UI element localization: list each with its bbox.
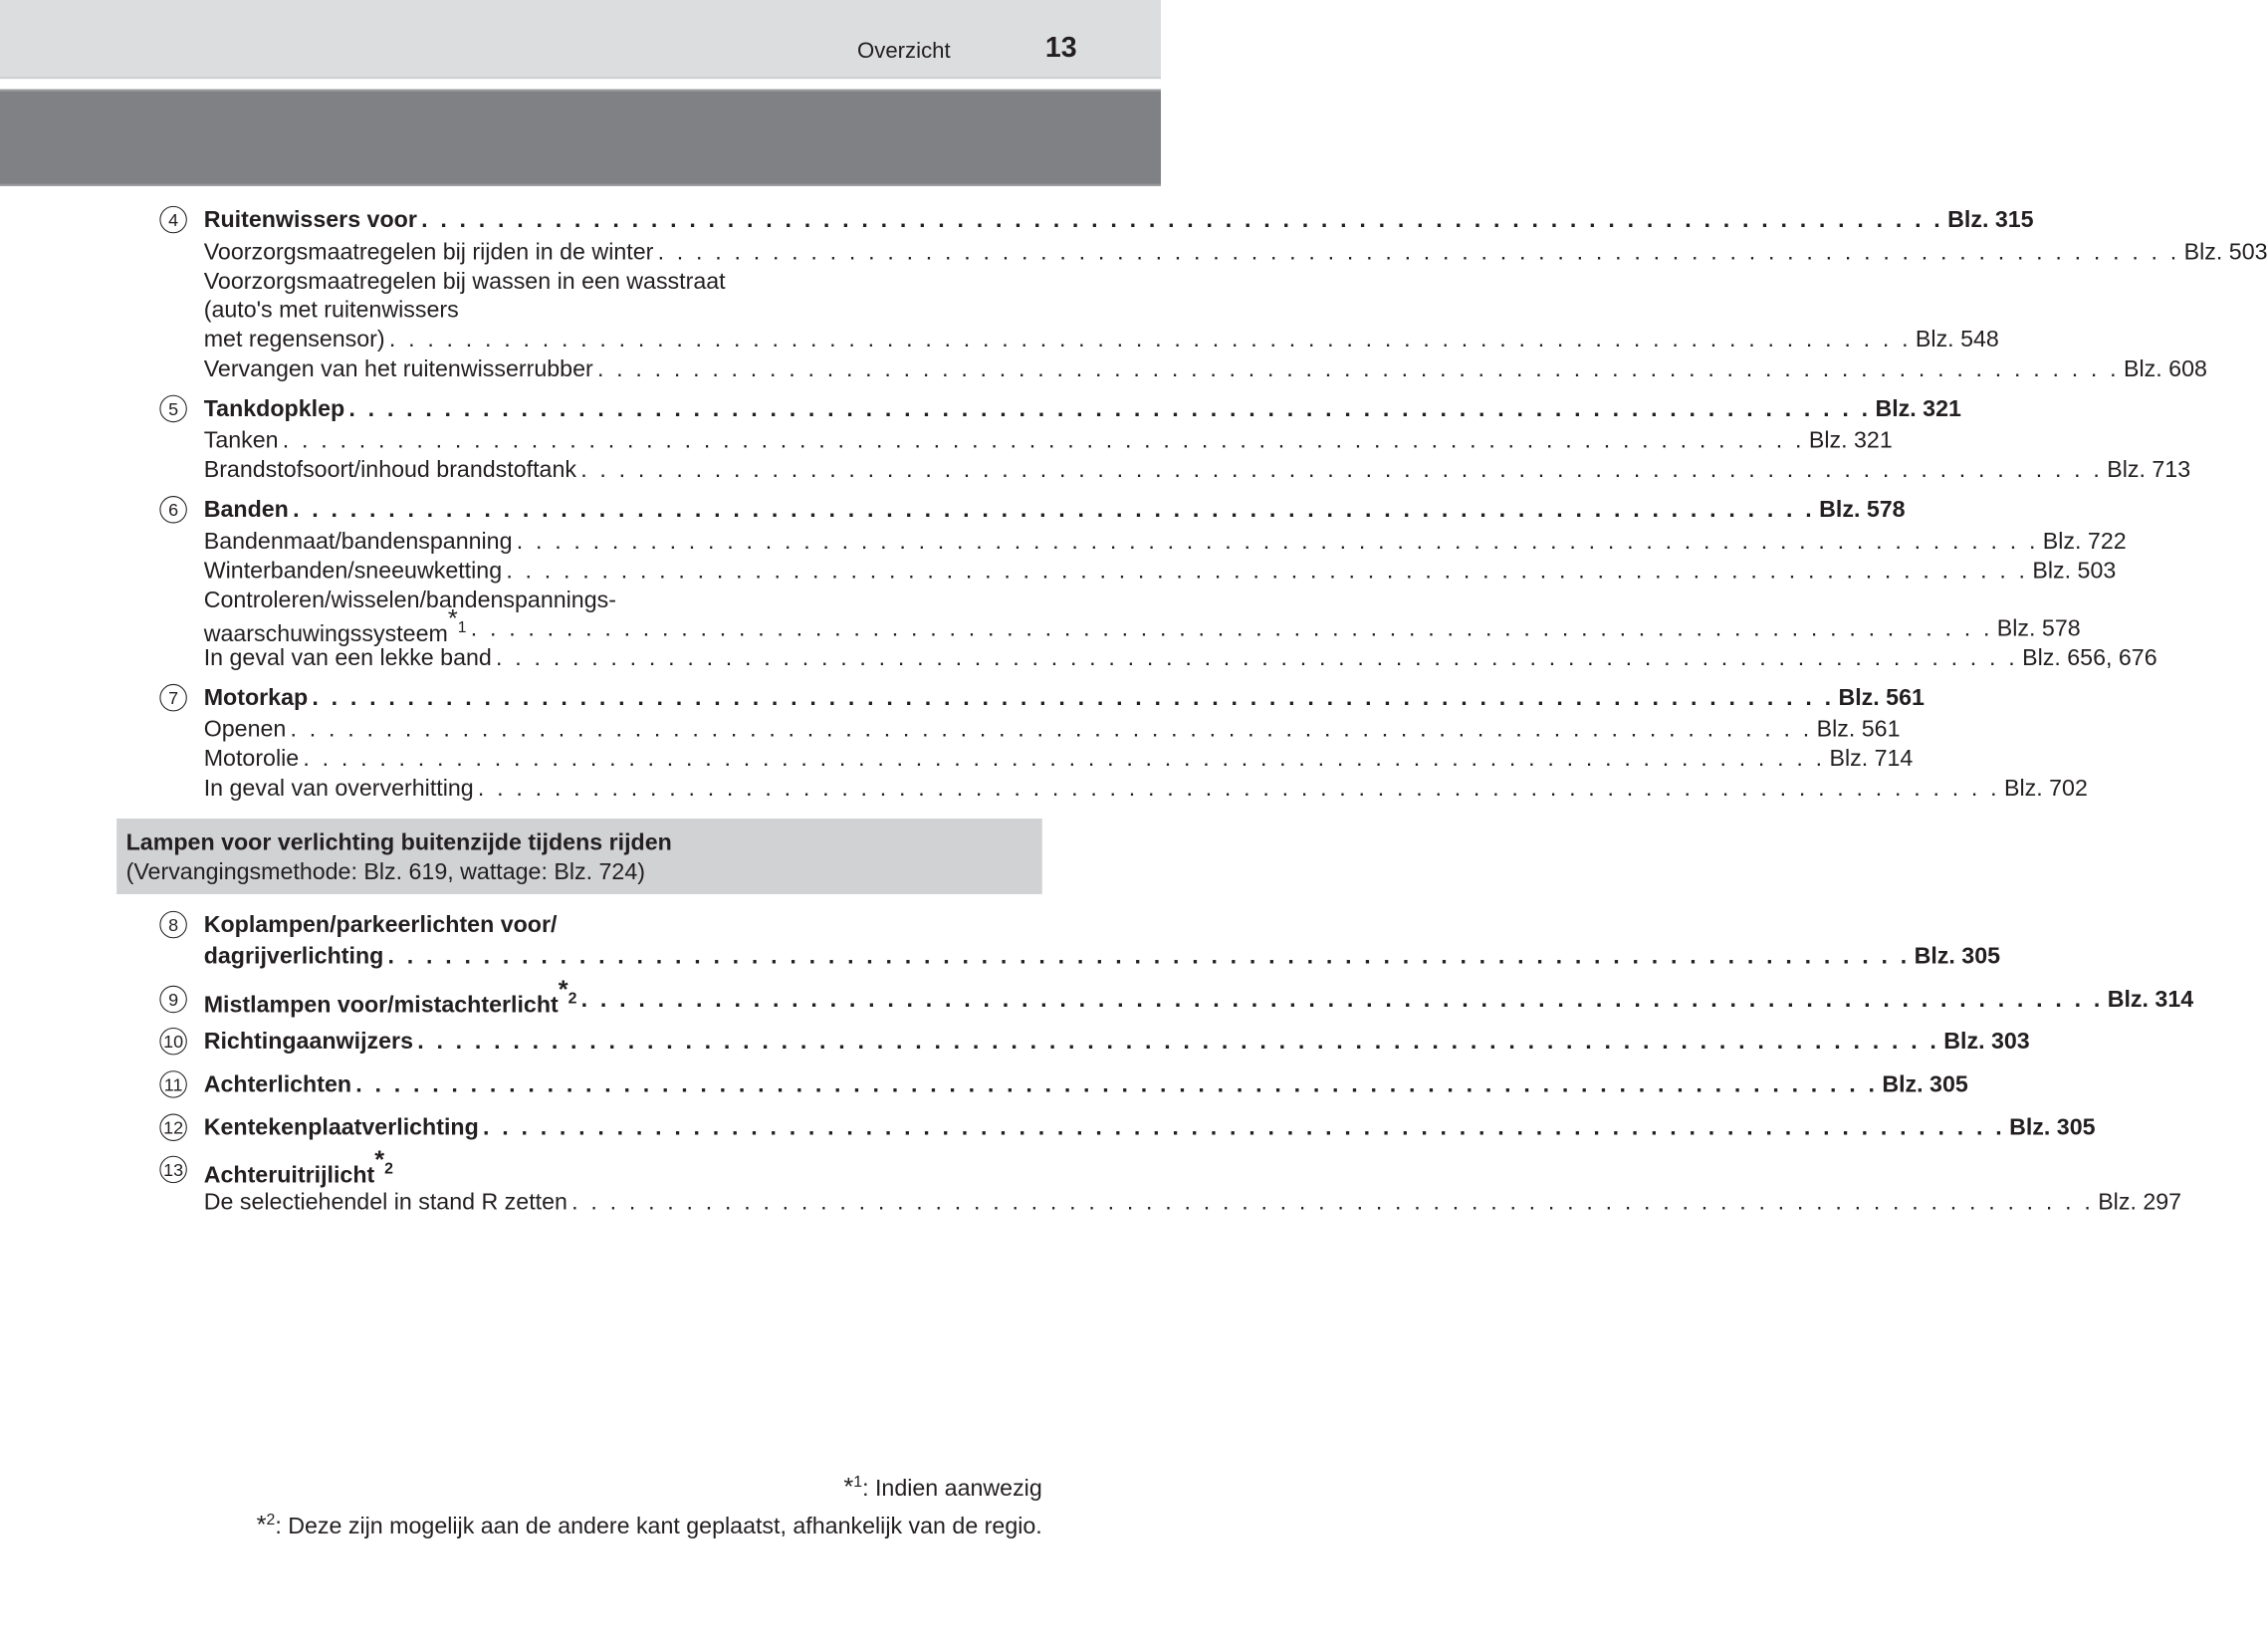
entry-text	[204, 1112, 479, 1142]
page-reference: Blz. 578	[1996, 614, 2081, 641]
page-reference: Blz. 303	[1943, 1027, 2030, 1055]
entry-label: Ruitenwissers voor	[203, 205, 417, 233]
entry-text	[204, 556, 502, 586]
page-reference: Blz. 656, 676	[2022, 643, 2157, 671]
item-number-circle: 11	[159, 1070, 186, 1097]
page-reference: Blz. 305	[1914, 942, 2001, 969]
entry-text	[203, 604, 467, 647]
entry-label: Tanken	[203, 426, 279, 453]
index-entry-sub	[203, 1187, 2182, 1217]
index-entry-main	[203, 394, 1961, 424]
index-entry-sub	[204, 267, 996, 297]
entry-label: Motorolie	[203, 745, 300, 772]
page-reference: Blz. 315	[1947, 205, 2034, 233]
dot-leader: . . . . . . . . . . . . . . . . . . . . . . . . . . . . . . . . . . . . . . . . . . . . . . . . . . . . . . . . . . . . . . . . . . . . . . . . . . . . . . . .	[483, 1113, 2005, 1140]
entry-label: In geval van een lekke band	[203, 643, 492, 671]
entry-label: Kentekenplaatverlichting	[203, 1113, 479, 1140]
item-number-circle: 8	[159, 911, 186, 938]
dot-leader: . . . . . . . . . . . . . . . . . . . . . . . . . . . . . . . . . . . . . . . . . . . . . . . . . . . . . . . . . . . . . . . . . . . . . . . . . . . . . . . .	[580, 985, 2104, 1013]
entry-text	[204, 774, 474, 804]
dot-leader: . . . . . . . . . . . . . . . . . . . . . . . . . . . . . . . . . . . . . . . . . . . . . . . . . . . . . . . . . . . . . . . . . . . . . . . . . . . . . . . .	[282, 426, 1805, 453]
entry-text	[204, 237, 654, 267]
dot-leader: . . . . . . . . . . . . . . . . . . . . . . . . . . . . . . . . . . . . . . . . . . . . . . . . . . . . . . . . . . . . . . . . . . . . . . . . . . . . . . . .	[387, 942, 1911, 969]
entry-label: Motorkap	[203, 683, 309, 711]
page-reference: Blz. 305	[2009, 1113, 2096, 1140]
entry-label: Brandstofsoort/inhoud brandstoftank	[203, 455, 576, 483]
entry-label: Controleren/wisselen/bandenspannings-	[203, 586, 616, 613]
entry-text	[204, 744, 299, 774]
footnote-ref: *2	[374, 1145, 393, 1178]
entry-label: Koplampen/parkeerlichten voor/	[203, 910, 558, 938]
item-number-circle: 7	[159, 684, 186, 711]
entry-label: Bandenmaat/bandenspanning	[203, 527, 513, 555]
index-entry-sub	[203, 425, 1893, 455]
page-reference: Blz. 561	[1838, 683, 1925, 711]
entry-text	[204, 527, 513, 557]
item-number-circle: 10	[159, 1028, 186, 1055]
index-entry-main	[203, 1069, 1968, 1099]
entry-text	[204, 296, 459, 326]
dot-leader: . . . . . . . . . . . . . . . . . . . . . . . . . . . . . . . . . . . . . . . . . . . . . . . . . . . . . . . . . . . . . . . . . . . . . . . . . . . . . . . .	[417, 1027, 1940, 1055]
dot-leader: . . . . . . . . . . . . . . . . . . . . . . . . . . . . . . . . . . . . . . . . . . . . . . . . . . . . . . . . . . . . . . . . . . . . . . . . . . . . . . . .	[477, 774, 2000, 802]
index-entry-main	[203, 1145, 996, 1188]
entry-text	[204, 683, 308, 713]
dot-leader: . . . . . . . . . . . . . . . . . . . . . . . . . . . . . . . . . . . . . . . . . . . . . . . . . . . . . . . . . . . . . . . . . . . . . . . . . . . . . . . .	[355, 1070, 1879, 1097]
entry-label: Openen	[203, 715, 287, 742]
dot-leader: . . . . . . . . . . . . . . . . . . . . . . . . . . . . . . . . . . . . . . . . . . . . . . . . . . . . . . . . . . . . . . . . . . . . . . . . . . . . . . . .	[388, 326, 1912, 353]
dot-leader: . . . . . . . . . . . . . . . . . . . . . . . . . . . . . . . . . . . . . . . . . . . . . . . . . . . . . . . . . . . . . . . . . . . . . . . . . . . . . . . .	[580, 455, 2104, 483]
item-number-circle: 12	[159, 1114, 186, 1141]
index-entry-sub	[204, 586, 996, 615]
index-entry-sub	[203, 774, 2088, 804]
dot-leader: . . . . . . . . . . . . . . . . . . . . . . . . . . . . . . . . . . . . . . . . . . . . . . . . . . . . . . . . . . . . . . . . . . . . . . . . . . . . . . . .	[290, 715, 1813, 742]
entry-label: Voorzorgsmaatregelen bij rijden in de winter	[203, 238, 654, 265]
entry-label: De selectiehendel in stand R zetten	[203, 1188, 567, 1215]
entry-label: Achteruitrijlicht	[203, 1161, 375, 1188]
page-reference: Blz. 503	[2032, 557, 2117, 584]
index-entry-sub	[203, 527, 2127, 557]
dot-leader: . . . . . . . . . . . . . . . . . . . . . . . . . . . . . . . . . . . . . . . . . . . . . . . . . . . . . . . . . . . . . . . . . . . . . . . . . . . . . . . .	[596, 354, 2120, 382]
page-reference: Blz. 305	[1882, 1070, 1968, 1097]
lamps-section-subtitle: (Vervangingsmethode: Blz. 619, wattage: Blz. 724)	[125, 858, 645, 885]
page-header	[0, 0, 1161, 79]
entry-text	[204, 941, 384, 971]
index-entry-sub	[203, 744, 1914, 774]
entry-label: In geval van oververhitting	[203, 774, 474, 802]
index-entry-main	[203, 495, 1906, 525]
page-reference: Blz. 608	[2124, 354, 2207, 382]
entry-text	[204, 1069, 351, 1099]
entry-text	[204, 495, 289, 525]
index-entry-sub	[204, 296, 996, 326]
footnote-ref: *2	[558, 975, 577, 1008]
entry-label: Voorzorgsmaatregelen bij wassen in een wasstraat	[203, 268, 726, 295]
item-number-circle: 5	[159, 395, 186, 422]
entry-label: (auto's met ruitenwissers	[203, 296, 459, 323]
dot-leader: . . . . . . . . . . . . . . . . . . . . . . . . . . . . . . . . . . . . . . . . . . . . . . . . . . . . . . . . . . . . . . . . . . . . . . . . . . . . . . . .	[470, 614, 1993, 641]
entry-text	[204, 715, 287, 745]
dot-leader: . . . . . . . . . . . . . . . . . . . . . . . . . . . . . . . . . . . . . . . . . . . . . . . . . . . . . . . . . . . . . . . . . . . . . . . . . . . . . . . .	[348, 394, 1872, 422]
dot-leader: . . . . . . . . . . . . . . . . . . . . . . . . . . . . . . . . . . . . . . . . . . . . . . . . . . . . . . . . . . . . . . . . . . . . . . . . . . . . . . . .	[506, 557, 2029, 584]
entry-label: met regensensor)	[203, 326, 385, 353]
footnote-2: *$^2$: Deze zijn mogelijk aan de andere kant geplaatst, afhankelijk van de regio.	[256, 1511, 1042, 1539]
entry-label: Tankdopklep	[203, 394, 345, 422]
dot-leader: . . . . . . . . . . . . . . . . . . . . . . . . . . . . . . . . . . . . . . . . . . . . . . . . . . . . . . . . . . . . . . . . . . . . . . . . . . . . . . . .	[293, 496, 1815, 523]
entry-text	[204, 1027, 413, 1057]
entry-label: Winterbanden/sneeuwketting	[203, 557, 503, 584]
footnote-1: *$^1$: Indien aanwezig	[843, 1473, 1042, 1502]
index-entry-sub	[203, 643, 2157, 673]
dot-leader: . . . . . . . . . . . . . . . . . . . . . . . . . . . . . . . . . . . . . . . . . . . . . . . . . . . . . . . . . . . . . . . . . . . . . . . . . . . . . . . .	[421, 205, 1943, 233]
lamps-section-box	[116, 819, 1042, 894]
entry-text	[203, 1145, 393, 1188]
footnote-ref: *1	[447, 604, 467, 637]
entry-text	[204, 586, 616, 615]
index-entry-sub	[203, 237, 2268, 267]
page-reference: Blz. 713	[2107, 455, 2191, 483]
entry-text	[204, 1187, 567, 1217]
index-entry-main	[204, 910, 996, 940]
page-reference: Blz. 321	[1875, 394, 1961, 422]
entry-text	[203, 975, 577, 1018]
entry-label: Banden	[203, 496, 289, 523]
dot-leader: . . . . . . . . . . . . . . . . . . . . . . . . . . . . . . . . . . . . . . . . . . . . . . . . . . . . . . . . . . . . . . . . . . . . . . . . . . . . . . . .	[657, 238, 2180, 265]
entry-text	[204, 205, 417, 235]
entry-text	[204, 455, 576, 485]
entry-label: Vervangen van het ruitenwisserrubber	[203, 354, 593, 382]
index-entry-sub	[203, 604, 2081, 647]
entry-text	[204, 354, 593, 384]
page-reference: Blz. 561	[1816, 715, 1901, 742]
page-number: 13	[1044, 31, 1077, 64]
section-title: Overzicht	[857, 39, 951, 64]
item-number-circle: 6	[159, 496, 186, 523]
entry-text	[204, 910, 558, 940]
index-entry-sub	[203, 455, 2191, 485]
page-reference: Blz. 503	[2183, 238, 2268, 265]
index-entry-main	[203, 1112, 2096, 1142]
entry-label: Richtingaanwijzers	[203, 1027, 413, 1055]
lamps-section-title: Lampen voor verlichting buitenzijde tijdens rijden	[125, 828, 672, 855]
page-reference: Blz. 714	[1829, 745, 1914, 772]
entry-text	[204, 643, 492, 673]
page-reference: Blz. 548	[1915, 326, 1999, 353]
entry-text	[204, 425, 279, 455]
page-reference: Blz. 321	[1808, 426, 1893, 453]
page-reference: Blz. 314	[2107, 985, 2194, 1013]
item-number-circle: 13	[159, 1156, 186, 1183]
page-reference: Blz. 722	[2042, 527, 2127, 555]
index-entry-sub	[203, 941, 2001, 971]
page-reference: Blz. 578	[1819, 496, 1906, 523]
index-entry-main	[203, 683, 1925, 713]
dot-leader: . . . . . . . . . . . . . . . . . . . . . . . . . . . . . . . . . . . . . . . . . . . . . . . . . . . . . . . . . . . . . . . . . . . . . . . . . . . . . . . .	[571, 1188, 2094, 1215]
item-number-circle: 4	[159, 206, 186, 233]
dot-leader: . . . . . . . . . . . . . . . . . . . . . . . . . . . . . . . . . . . . . . . . . . . . . . . . . . . . . . . . . . . . . . . . . . . . . . . . . . . . . . . .	[312, 683, 1835, 711]
entry-text	[204, 325, 385, 354]
index-entry-sub	[203, 325, 1999, 354]
index-entry-main	[203, 975, 2194, 1018]
item-number-circle: 9	[159, 986, 186, 1013]
dot-leader: . . . . . . . . . . . . . . . . . . . . . . . . . . . . . . . . . . . . . . . . . . . . . . . . . . . . . . . . . . . . . . . . . . . . . . . . . . . . . . . .	[303, 745, 1826, 772]
index-entry-sub	[203, 354, 2207, 384]
header-band	[0, 90, 1161, 186]
page-reference: Blz. 702	[2003, 774, 2088, 802]
page-reference: Blz. 297	[2098, 1188, 2182, 1215]
index-entry-main	[203, 205, 2034, 235]
dot-leader: . . . . . . . . . . . . . . . . . . . . . . . . . . . . . . . . . . . . . . . . . . . . . . . . . . . . . . . . . . . . . . . . . . . . . . . . . . . . . . . .	[496, 643, 2018, 671]
entry-label: dagrijverlichting	[203, 942, 384, 969]
entry-text	[204, 394, 344, 424]
entry-label: Achterlichten	[203, 1070, 352, 1097]
entry-label: waarschuwingssysteem	[203, 619, 448, 647]
dot-leader: . . . . . . . . . . . . . . . . . . . . . . . . . . . . . . . . . . . . . . . . . . . . . . . . . . . . . . . . . . . . . . . . . . . . . . . . . . . . . . . .	[516, 527, 2039, 555]
index-entry-sub	[203, 715, 1901, 745]
index-entry-sub	[203, 556, 2117, 586]
entry-label: Mistlampen voor/mistachterlicht	[203, 991, 559, 1018]
entry-text	[204, 267, 726, 297]
index-entry-main	[203, 1027, 2030, 1057]
